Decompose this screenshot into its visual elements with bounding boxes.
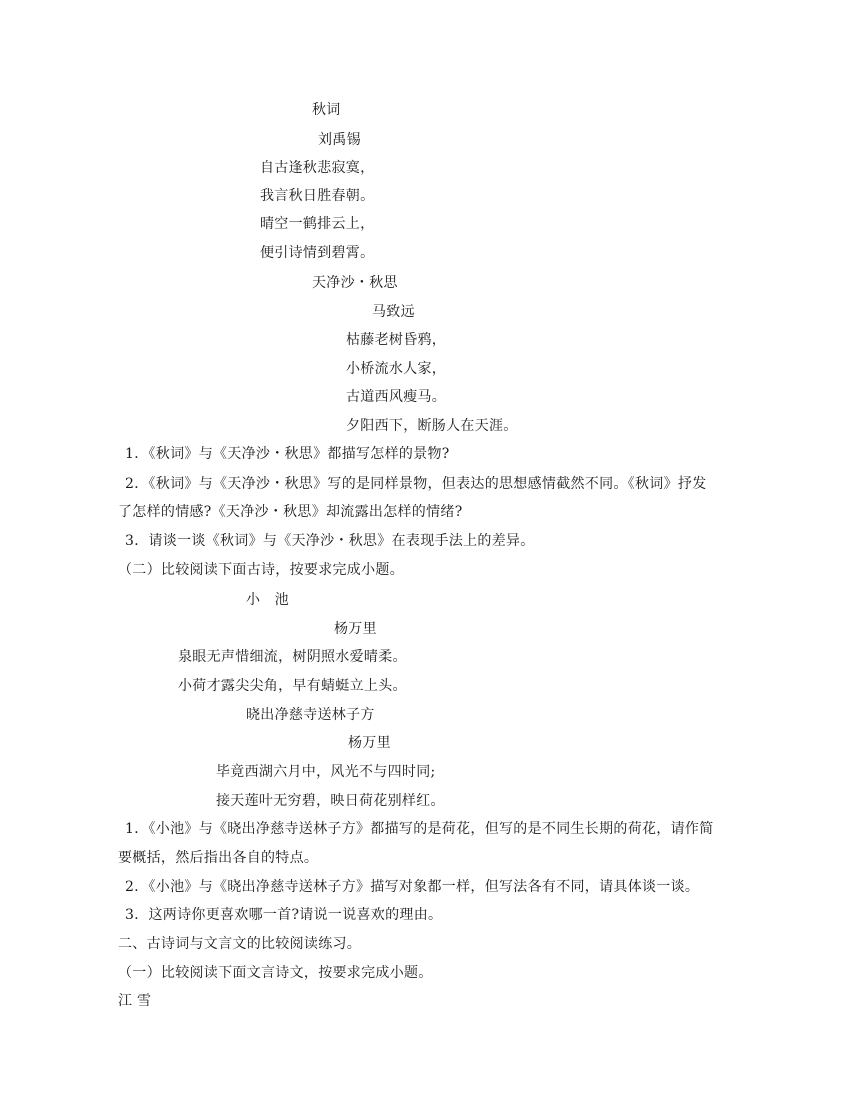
- poem-line: 便引诗情到碧霄。: [260, 245, 375, 261]
- poem-title: 秋词: [312, 102, 341, 118]
- poem-line: 晴空一鹤排云上，: [260, 216, 375, 232]
- poem-author: 杨万里: [334, 621, 377, 637]
- poem-line: 枯藤老树昏鸦，: [346, 332, 447, 348]
- question-line: 要概括，然后指出各自的特点。: [118, 850, 319, 866]
- question-line: 3．请谈一谈《秋词》与《天净沙・秋思》在表现手法上的差异。: [125, 533, 535, 549]
- poem-line: 夕阳西下，断肠人在天涯。: [346, 418, 518, 434]
- question-line: 3．这两诗你更喜欢哪一首?请说一说喜欢的理由。: [125, 907, 443, 923]
- poem-title: 江 雪: [118, 993, 152, 1009]
- poem-title: 晓出净慈寺送林子方: [246, 707, 375, 723]
- question-line: 1．《小池》与《晓出净慈寺送林子方》都描写的是荷花，但写的是不同生长期的荷花，请作简: [125, 821, 714, 837]
- poem-line: 自古逢秋悲寂寞，: [260, 160, 375, 176]
- poem-author: 刘禹锡: [318, 132, 361, 148]
- poem-line: 古道西风瘦马。: [346, 389, 447, 405]
- poem-title: 小 池: [246, 592, 289, 608]
- question-line: 2．《秋词》与《天净沙・秋思》写的是同样景物，但表达的思想感情截然不同。《秋词》抒发: [125, 476, 707, 492]
- poem-title: 天净沙・秋思: [312, 275, 398, 291]
- poem-line: 小桥流水人家，: [346, 361, 447, 377]
- poem-author: 马致远: [372, 304, 415, 320]
- question-line: 1．《秋词》与《天净沙・秋思》都描写怎样的景物?: [125, 446, 450, 462]
- poem-line: 毕竟西湖六月中，风光不与四时同;: [216, 764, 436, 780]
- poem-line: 泉眼无声惜细流，树阴照水爱晴柔。: [178, 649, 407, 665]
- question-line: 了怎样的情感?《天净沙・秋思》却流露出怎样的情绪?: [118, 504, 463, 520]
- poem-line: 接天莲叶无穷碧，映日荷花别样红。: [216, 793, 445, 809]
- section-heading: （二）比较阅读下面古诗，按要求完成小题。: [118, 562, 404, 578]
- chapter-heading: 二、古诗词与文言文的比较阅读练习。: [118, 936, 362, 952]
- poem-line: 小荷才露尖尖角，早有蜻蜓立上头。: [178, 678, 407, 694]
- section-heading: （一）比较阅读下面文言诗文，按要求完成小题。: [118, 965, 433, 981]
- question-line: 2．《小池》与《晓出净慈寺送林子方》描写对象都一样，但写法各有不同，请具体谈一谈。: [125, 879, 700, 895]
- poem-line: 我言秋日胜春朝。: [260, 188, 375, 204]
- poem-author: 杨万里: [348, 735, 391, 751]
